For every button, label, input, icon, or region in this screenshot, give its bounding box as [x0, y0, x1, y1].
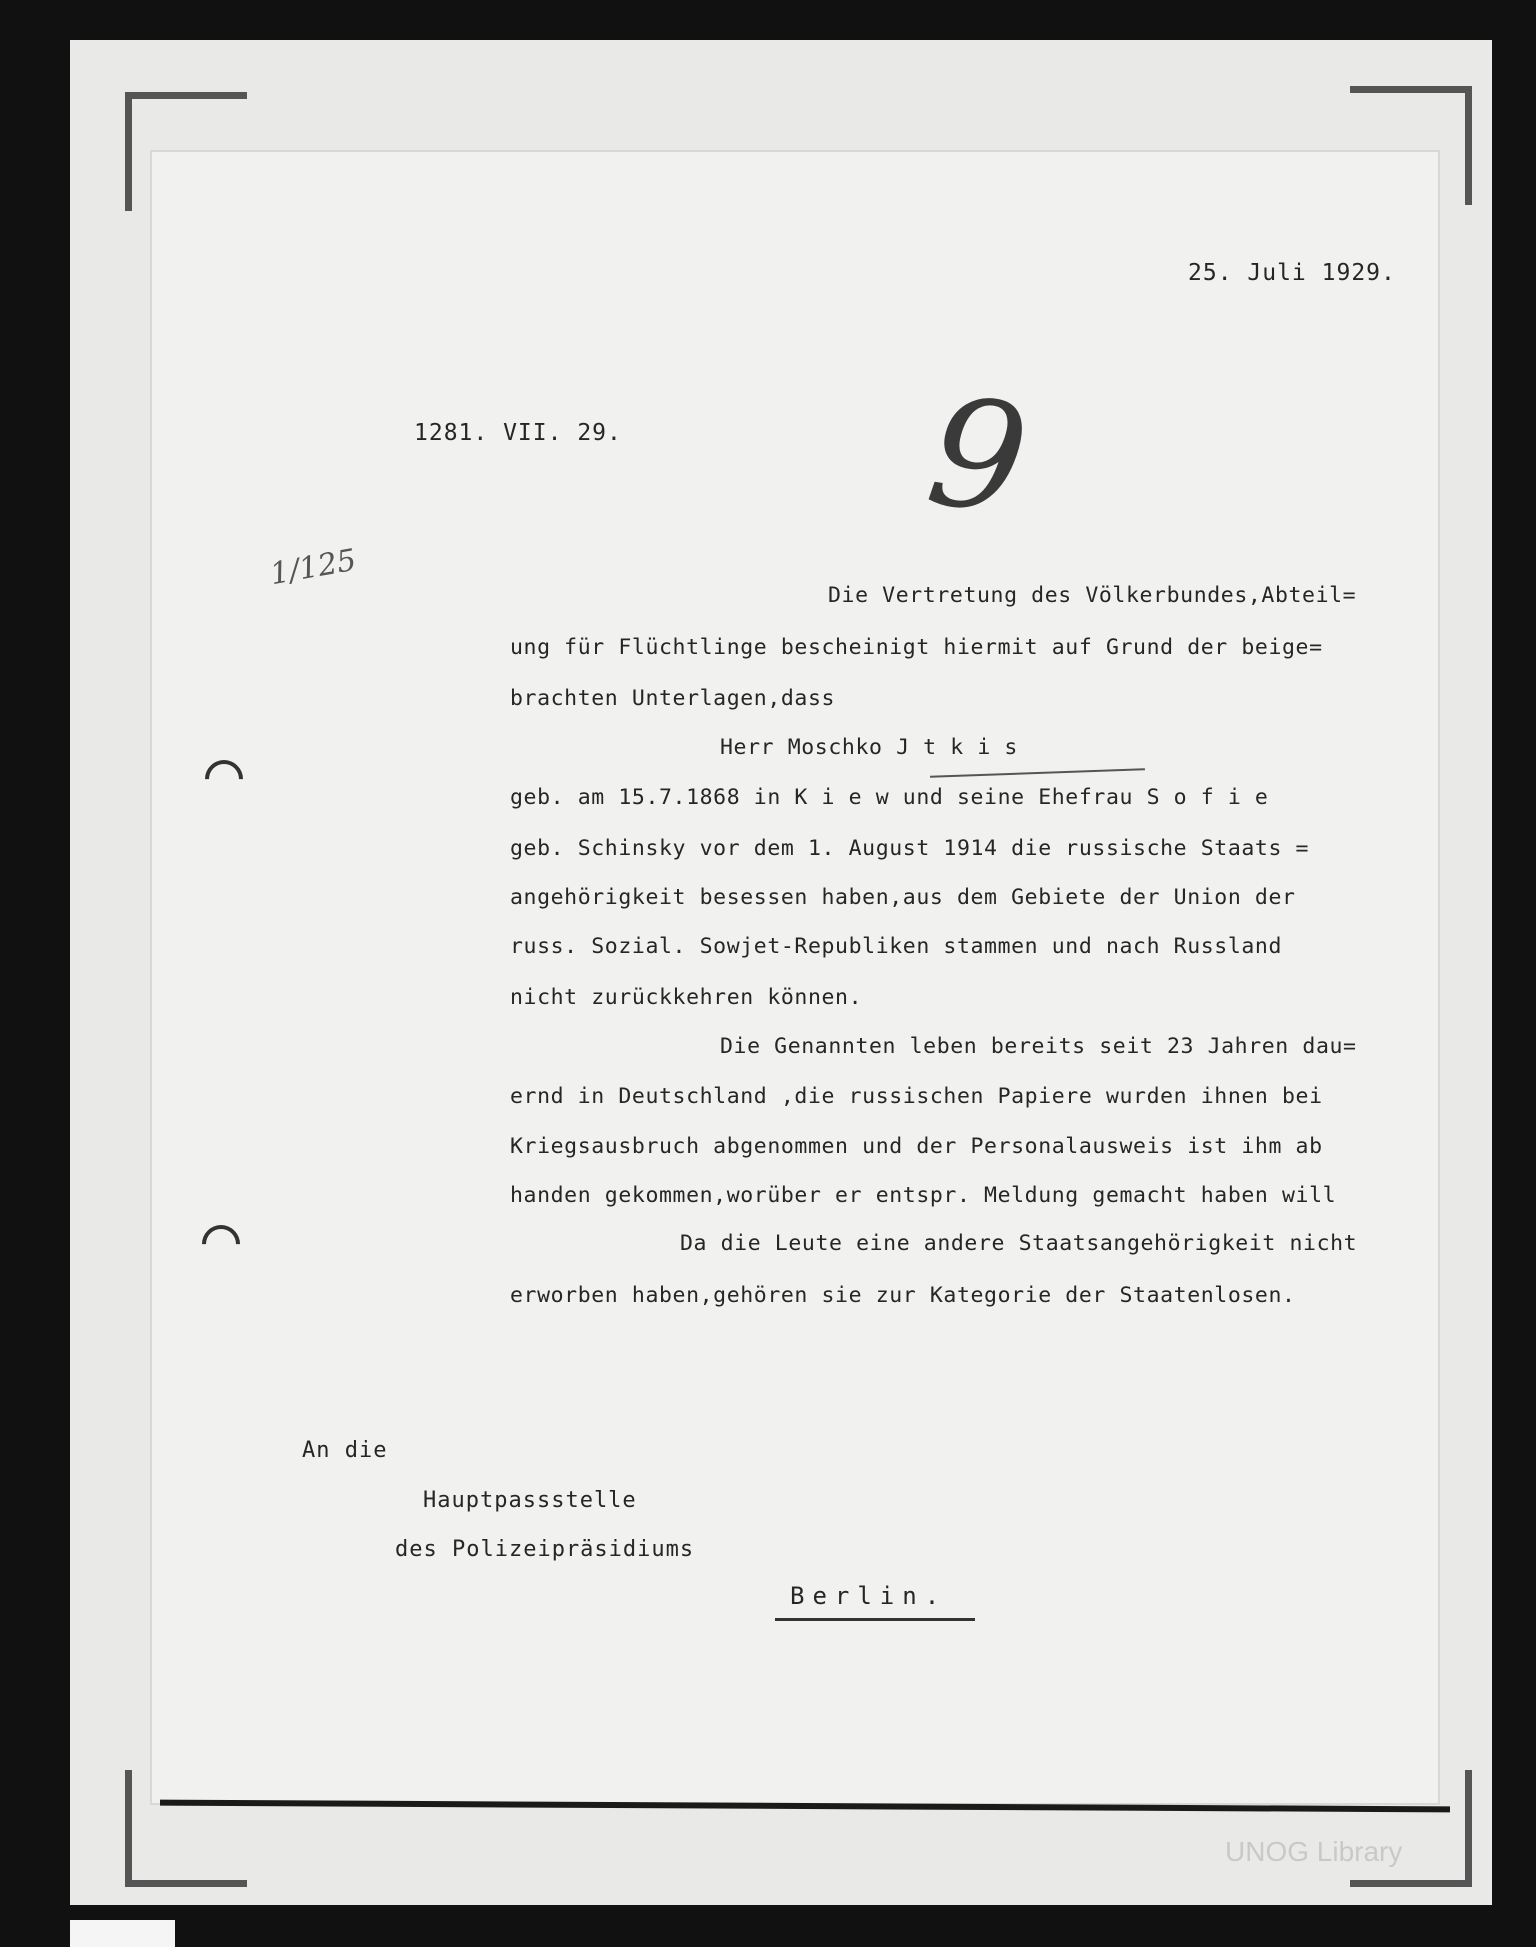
- body-line: Herr Moschko J t k i s: [720, 735, 1018, 760]
- city-underline: [775, 1618, 975, 1621]
- handwritten-number: 9: [918, 364, 1038, 550]
- crop-mark-top-right: [1350, 86, 1472, 205]
- handwritten-note: 1/125: [267, 542, 359, 593]
- body-line: angehörigkeit besessen haben,aus dem Gebiete der Union der: [510, 885, 1296, 910]
- reference-number: 1281. VII. 29.: [414, 420, 622, 446]
- body-line: handen gekommen,worüber er entspr. Meldung gemacht haben will: [510, 1183, 1337, 1208]
- crop-mark-bottom-left: [125, 1770, 247, 1887]
- body-line: brachten Unterlagen,dass: [510, 686, 836, 711]
- document-date: 25. Juli 1929.: [1188, 260, 1396, 286]
- body-line: russ. Sozial. Sowjet-Republiken stammen und nach Russland: [510, 934, 1283, 959]
- library-watermark: UNOG Library: [1225, 1836, 1403, 1867]
- scan-label-box: [70, 1920, 175, 1947]
- body-line: ernd in Deutschland ,die russischen Papiere wurden ihnen bei: [510, 1084, 1323, 1109]
- crop-mark-top-left: [125, 92, 247, 211]
- address-line: des Polizeipräsidiums: [395, 1537, 695, 1562]
- body-line: Kriegsausbruch abgenommen und der Personalausweis ist ihm ab: [510, 1134, 1323, 1159]
- body-line: Die Genannten leben bereits seit 23 Jahren dau=: [720, 1034, 1357, 1059]
- document-sheet: [150, 150, 1440, 1805]
- address-city: Berlin.: [790, 1582, 948, 1610]
- body-line: Da die Leute eine andere Staatsangehörigkeit nicht: [680, 1231, 1358, 1256]
- body-line: geb. Schinsky vor dem 1. August 1914 die russische Staats =: [510, 836, 1310, 861]
- body-line: ung für Flüchtlinge bescheinigt hiermit auf Grund der beige=: [510, 635, 1323, 660]
- body-line: geb. am 15.7.1868 in K i e w und seine Ehefrau S o f i e: [510, 785, 1269, 810]
- crop-mark-bottom-right: [1350, 1770, 1472, 1887]
- body-line: nicht zurückkehren können.: [510, 985, 863, 1010]
- address-line: Hauptpassstelle: [423, 1488, 637, 1513]
- body-line: erworben haben,gehören sie zur Kategorie der Staatenlosen.: [510, 1283, 1296, 1308]
- address-line: An die: [302, 1438, 388, 1463]
- body-line: Die Vertretung des Völkerbundes,Abteil=: [828, 583, 1357, 608]
